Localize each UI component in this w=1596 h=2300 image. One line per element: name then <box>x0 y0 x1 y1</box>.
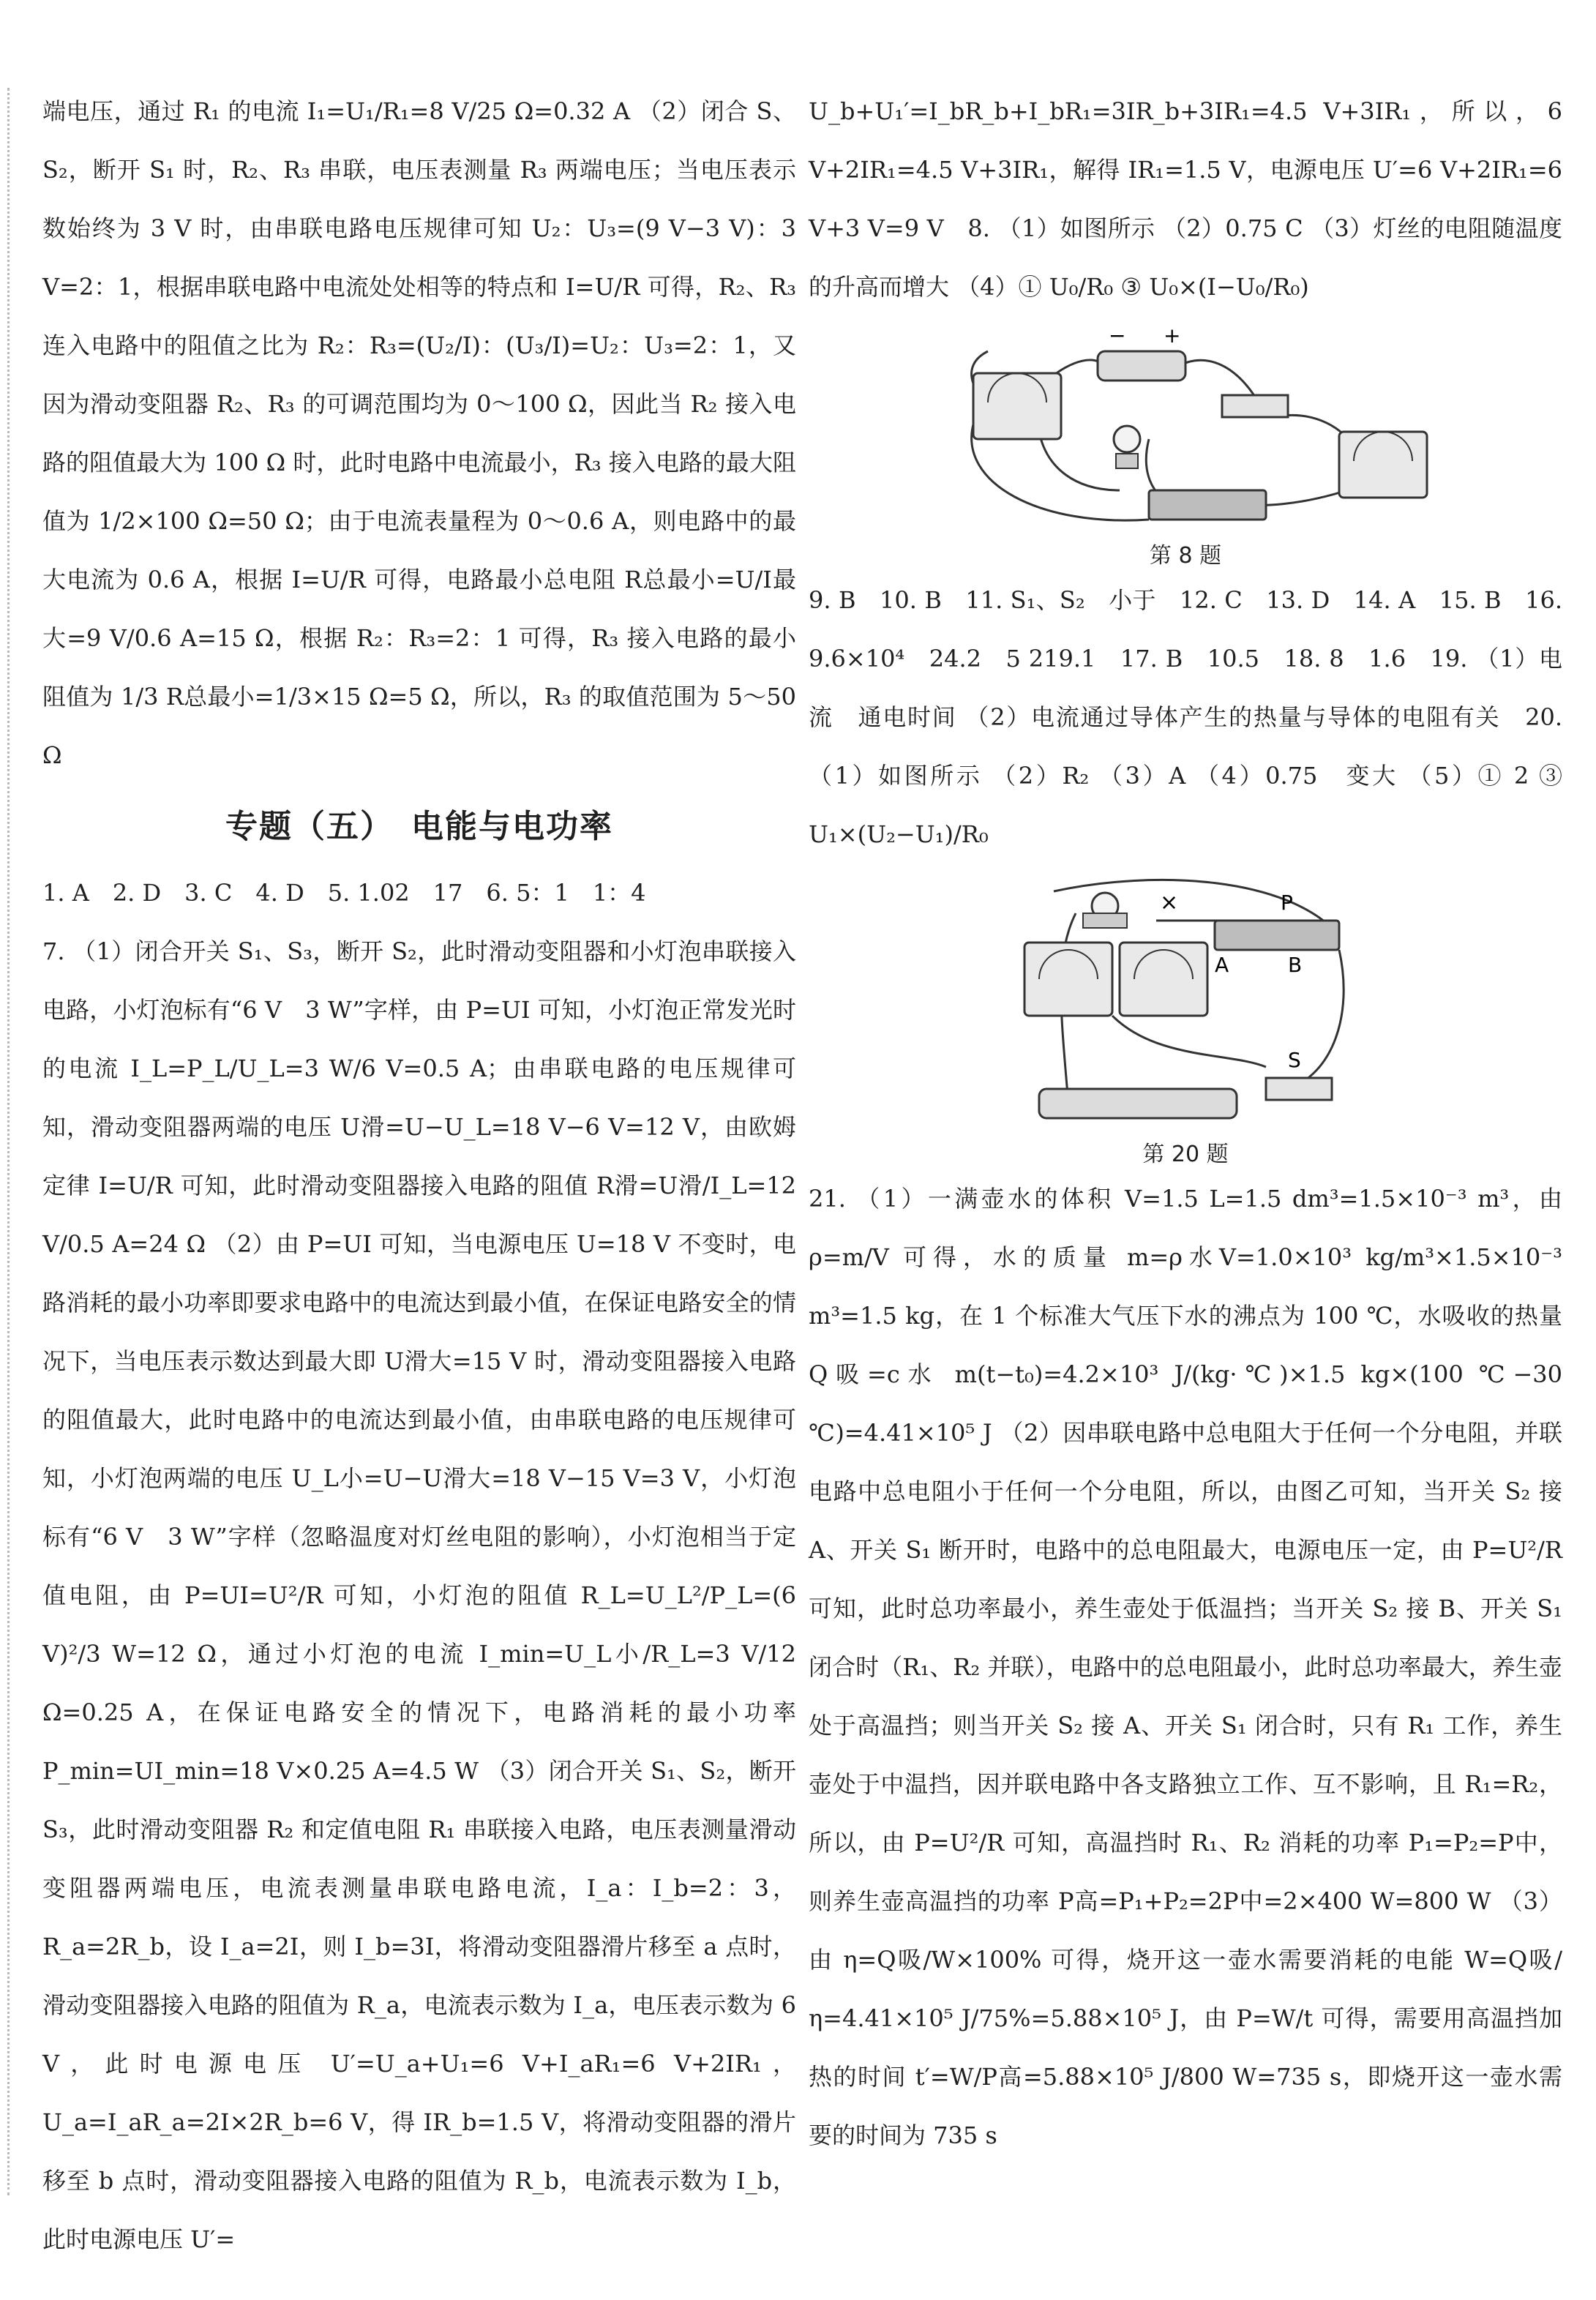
solution-paragraph: 端电压，通过 R₁ 的电流 I₁=U₁/R₁=8 V/25 Ω=0.32 A （2）闭合 S、S₂，断开 S₁ 时，R₂、R₃ 串联，电压表测量 R₃ 两端电压；当电压表示数始终为 3 V 时，由串联电路电压规律可知 U₂：U₃=(9 V−3 V)：3 V=2：1，根据串联电路中电流处处相等的特点和 I=U/R 可得，R₂、R₃ 连入电路中的阻值之比为 R₂：R₃=(U₂/I)：(U₃/I)=U₂：U₃=2：1，又因为滑动变阻器 R₂、R₃ 的可调范围均为 0～100 Ω，因此当 R₂ 接入电路的阻值最大为 100 Ω 时，此时电路中电流最小，R₃ 接入电路的最大阻值为 1/2×100 Ω=50 Ω；由于电流表量程为 0～0.6 A，则电路中的最大电流为 0.6 A，根据 I=U/R 可得，电路最小总电阻 R总最小=U/I最大=9 V/0.6 A=15 Ω，根据 R₂：R₃=2：1 可得，R₃ 接入电路的最小阻值为 1/3 R总最小=1/3×15 Ω=5 Ω，所以，R₃ 的取值范围为 5～50 Ω <box>42 97 796 769</box>
figure-8-circuit <box>929 322 1442 542</box>
right-column <box>809 82 1562 2165</box>
bulb-icon <box>1114 426 1140 452</box>
question-21-solution: 21. （1）一满壶水的体积 V=1.5 L=1.5 dm³=1.5×10⁻³ m³，由 ρ=m/V 可得，水的质量 m=ρ水V=1.0×10³ kg/m³×1.5×10⁻³ m³=1.5 kg，在 1 个标准大气压下水的沸点为 100 ℃，水吸收的热量 Q吸=c水 m(t−t₀)=4.2×10³ J/(kg·℃)×1.5 kg×(100 ℃−30 ℃)=4.41×10⁵ J （2）因串联电路中总电阻大于任何一个分电阻，并联电路中总电阻小于任何一个分电阻，所以，由图乙可知，当开关 S₂ 接 A、开关 S₁ 断开时，电路中的总电阻最大，电源电压一定，由 P=U²/R 可知，此时总功率最小，养生壶处于低温挡；当开关 S₂ 接 B、开关 S₁ 闭合时（R₁、R₂ 并联），电路中的总电阻最小，此时总功率最大，养生壶处于高温挡；则当开关 S₂ 接 A、开关 S₁ 闭合时，只有 R₁ 工作，养生壶处于中温挡，因并联电路中各支路独立工作、互不影响，且 R₁=R₂，所以，由 P=U²/R 可知，高温挡时 R₁、R₂ 消耗的功率 P₁=P₂=P中，则养生壶高温挡的功率 P高=P₁+P₂=2P中=2×400 W=800 W （3）由 η=Q吸/W×100% 可得，烧开这一壶水需要消耗的电能 W=Q吸/η=4.41×10⁵ J/75%=5.88×10⁵ J，由 P=W/t 可得，需要用高温挡加热的时间 t′=W/P高=5.88×10⁵ J/800 W=735 s，即烧开这一壶水需要的时间为 735 s <box>809 1185 1562 2149</box>
switch-icon <box>1222 395 1288 417</box>
left-column <box>42 82 796 2269</box>
voltmeter-icon <box>973 373 1061 439</box>
rheostat-icon <box>1149 490 1266 520</box>
voltmeter-icon <box>1024 943 1112 1016</box>
ammeter-icon <box>1120 943 1207 1016</box>
section-title: 专题（五） 电能与电功率 <box>225 808 613 845</box>
switch-icon <box>1266 1078 1332 1100</box>
terminal-b-label: B <box>1288 953 1303 977</box>
circuit-diagram-8 <box>929 322 1442 542</box>
answers-9-20: 9. B 10. B 11. S₁、S₂ 小于 12. C 13. D 14. A 15. B 16. 9.6×10⁴ 24.2 5 219.1 17. B 10.5 18. 8 1.6 19. （1）电流 通电时间 （2）电流通过导体产生的热量与导体的电阻有关 20. （1）如图所示 （2）R₂ （3）A （4）0.75 变大 （5）① 2 ③ U₁×(U₂−U₁)/R₀ <box>809 586 1562 848</box>
battery-icon <box>1039 1089 1237 1118</box>
ammeter-icon <box>1339 432 1427 498</box>
question-7-solution: 7. （1）闭合开关 S₁、S₃，断开 S₂，此时滑动变阻器和小灯泡串联接入电路，小灯泡标有“6 V 3 W”字样，由 P=UI 可知，小灯泡正常发光时的电流 I_L=P_L/U_L=3 W/6 V=0.5 A；由串联电路的电压规律可知，滑动变阻器两端的电压 U滑=U−U_L=18 V−6 V=12 V，由欧姆定律 I=U/R 可知，此时滑动变阻器接入电路的阻值 R滑=U滑/I_L=12 V/0.5 A=24 Ω （2）由 P=UI 可知，当电源电压 U=18 V 不变时，电路消耗的最小功率即要求电路中的电流达到最小值，在保证电路安全的情况下，当电压表示数达到最大即 U滑大=15 V 时，滑动变阻器接入电路的阻值最大，此时电路中的电流达到最小值，由串联电路的电压规律可知，小灯泡两端的电压 U_L小=U−U滑大=18 V−15 V=3 V，小灯泡标有“6 V 3 W”字样（忽略温度对灯丝电阻的影响），小灯泡相当于定值电阻，由 P=UI=U²/R 可知，小灯泡的阻值 R_L=U_L²/P_L=(6 V)²/3 W=12 Ω，通过小灯泡的电流 I_min=U_L小/R_L=3 V/12 Ω=0.25 A，在保证电路安全的情况下，电路消耗的最小功率 P_min=UI_min=18 V×0.25 A=4.5 W （3）闭合开关 S₁、S₂，断开 S₃，此时滑动变阻器 R₂ 和定值电阻 R₁ 串联接入电路，电压表测量滑动变阻器两端电压，电流表测量串联电路电流，I_a：I_b=2：3，R_a=2R_b，设 I_a=2I，则 I_b=3I，将滑动变阻器滑片移至 a 点时，滑动变阻器接入电路的阻值为 R_a，电流表示数为 I_a，电压表示数为 6 V，此时电源电压 U′=U_a+U₁=6 V+I_aR₁=6 V+2IR₁，U_a=I_aR_a=2I×2R_b=6 V，得 IR_b=1.5 V，将滑动变阻器的滑片移至 b 点时，滑动变阻器接入电路的阻值为 R_b，电流表示数为 I_b，此时电源电压 U′= <box>42 937 796 2253</box>
minus-label: − <box>1109 323 1126 348</box>
figure-8-caption: 第 8 题 <box>1149 543 1222 569</box>
circuit-diagram-20 <box>1010 869 1361 1140</box>
rheostat-icon <box>1215 921 1339 950</box>
terminal-a-label: A <box>1215 953 1229 977</box>
figure-20-caption: 第 20 题 <box>1142 1142 1229 1167</box>
switch-s-label: S <box>1288 1048 1301 1072</box>
answers-line: 1. A 2. D 3. C 4. D 5. 1.02 17 6. 5：1 1：4 <box>42 879 646 907</box>
page-binding-edge <box>7 88 12 2195</box>
plus-label: + <box>1164 323 1181 348</box>
cross-mark-label: × <box>1160 890 1179 915</box>
slider-p-label: P <box>1281 891 1293 915</box>
question-7-continued: U_b+U₁′=I_bR_b+I_bR₁=3IR_b+3IR₁=4.5 V+3IR₁，所以，6 V+2IR₁=4.5 V+3IR₁，解得 IR₁=1.5 V，电源电压 U′=6 V+2IR₁=6 V+3 V=9 V 8. （1）如图所示 （2）0.75 C （3）灯丝的电阻随温度的升高而增大 （4）① U₀/R₀ ③ U₀×(I−U₀/R₀) <box>809 97 1562 301</box>
figure-20-circuit <box>1010 869 1361 1140</box>
battery-icon <box>1098 351 1185 381</box>
